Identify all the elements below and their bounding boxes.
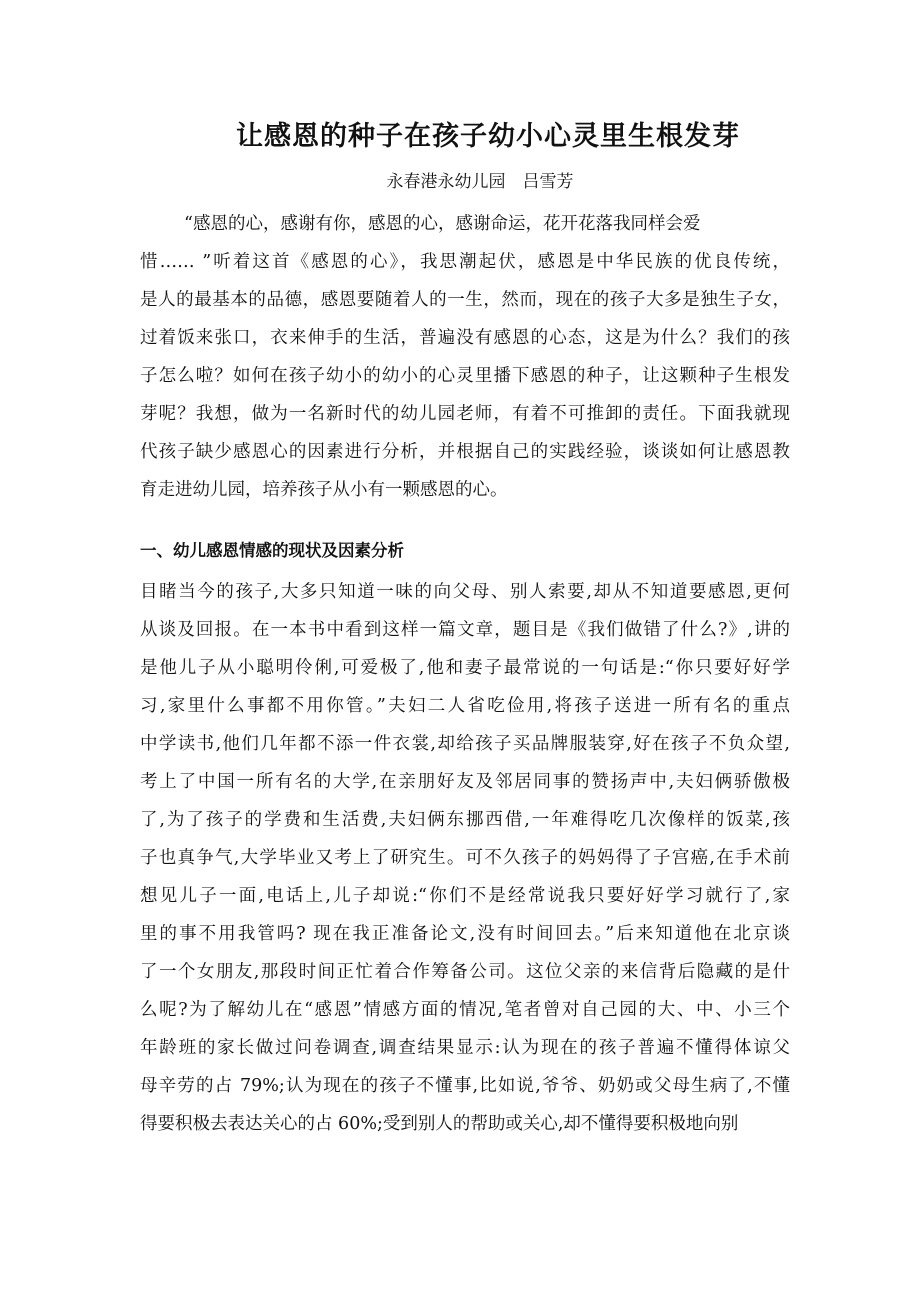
paragraph-line: 过着饭来张口，衣来伸手的生活，普遍没有感恩的心态，这是为什么？我们的孩 <box>140 328 790 348</box>
author-line: 永春港永幼儿园 吕雪芳 <box>386 172 574 192</box>
paragraph-line: 了,为了孩子的学费和生活费,夫妇俩东挪西借,一年难得吃几次像样的饭菜,孩 <box>140 810 790 830</box>
paragraph-line: 考上了中国一所有名的大学,在亲朋好友及邻居同事的赞扬声中,夫妇俩骄傲极 <box>140 772 790 792</box>
paragraph-line: 年龄班的家长做过问卷调查,调查结果显示:认为现在的孩子普遍不懂得体谅父 <box>140 1038 790 1058</box>
section-heading: 一、幼儿感恩情感的现状及因素分析 <box>140 541 404 560</box>
paragraph-line: 习,家里什么事都不用你管。”夫妇二人省吃俭用,将孩子送进一所有名的重点 <box>140 696 790 716</box>
paragraph-line: 是人的最基本的品德，感恩要随着人的一生，然而，现在的孩子大多是独生子女， <box>140 290 790 310</box>
paragraph-line: 惜…… ”听着这首《感恩的心》，我思潮起伏，感恩是中华民族的优良传统， <box>140 252 790 272</box>
paragraph-line: “感恩的心，感谢有你，感恩的心，感谢命运，花开花落我同样会爱 <box>184 214 701 234</box>
section-paragraph <box>140 573 790 1143</box>
paragraph-line: 么呢?为了解幼儿在“感恩”情感方面的情况,笔者曾对自己园的大、中、小三个 <box>140 1000 790 1020</box>
paragraph-line: 了一个女朋友,那段时间正忙着合作筹备公司。这位父亲的来信背后隐藏的是什 <box>140 962 790 982</box>
paragraph-line: 子也真争气,大学毕业又考上了研究生。可不久孩子的妈妈得了子宫癌,在手术前 <box>140 848 790 868</box>
paragraph-line: 目睹当今的孩子,大多只知道一味的向父母、别人索要,却从不知道要感恩,更何 <box>140 582 790 602</box>
paragraph-line: 得要积极去表达关心的占 60%;受到别人的帮助或关心,却不懂得要积极地向别 <box>140 1114 739 1134</box>
paragraph-line: 里的事不用我管吗? 现在我正准备论文,没有时间回去。”后来知道他在北京谈 <box>140 924 790 944</box>
paragraph-line: 是他儿子从小聪明伶俐,可爱极了,他和妻子最常说的一句话是:“你只要好好学 <box>140 658 790 678</box>
document-title: 让感恩的种子在孩子幼小心灵里生根发芽 <box>236 121 740 152</box>
paragraph-line: 育走进幼儿园，培养孩子从小有一颗感恩的心。 <box>140 480 508 500</box>
paragraph-line: 子怎么啦？如何在孩子幼小的幼小的心灵里播下感恩的种子，让这颗种子生根发 <box>140 366 790 386</box>
intro-paragraph <box>140 205 790 509</box>
paragraph-line: 母辛劳的占 79%;认为现在的孩子不懂事,比如说,爷爷、奶奶或父母生病了,不懂 <box>140 1076 790 1096</box>
paragraph-line: 代孩子缺少感恩心的因素进行分析，并根据自己的实践经验，谈谈如何让感恩教 <box>140 442 790 462</box>
paragraph-line: 想见儿子一面,电话上,儿子却说:“你们不是经常说我只要好好学习就行了,家 <box>140 886 790 906</box>
paragraph-line: 芽呢？我想，做为一名新时代的幼儿园老师，有着不可推卸的责任。下面我就现 <box>140 404 790 424</box>
paragraph-line: 中学读书,他们几年都不添一件衣裳,却给孩子买品牌服装穿,好在孩子不负众望, <box>140 734 790 754</box>
paragraph-line: 从谈及回报。在一本书中看到这样一篇文章，题目是《我们做错了什么?》,讲的 <box>140 620 790 640</box>
